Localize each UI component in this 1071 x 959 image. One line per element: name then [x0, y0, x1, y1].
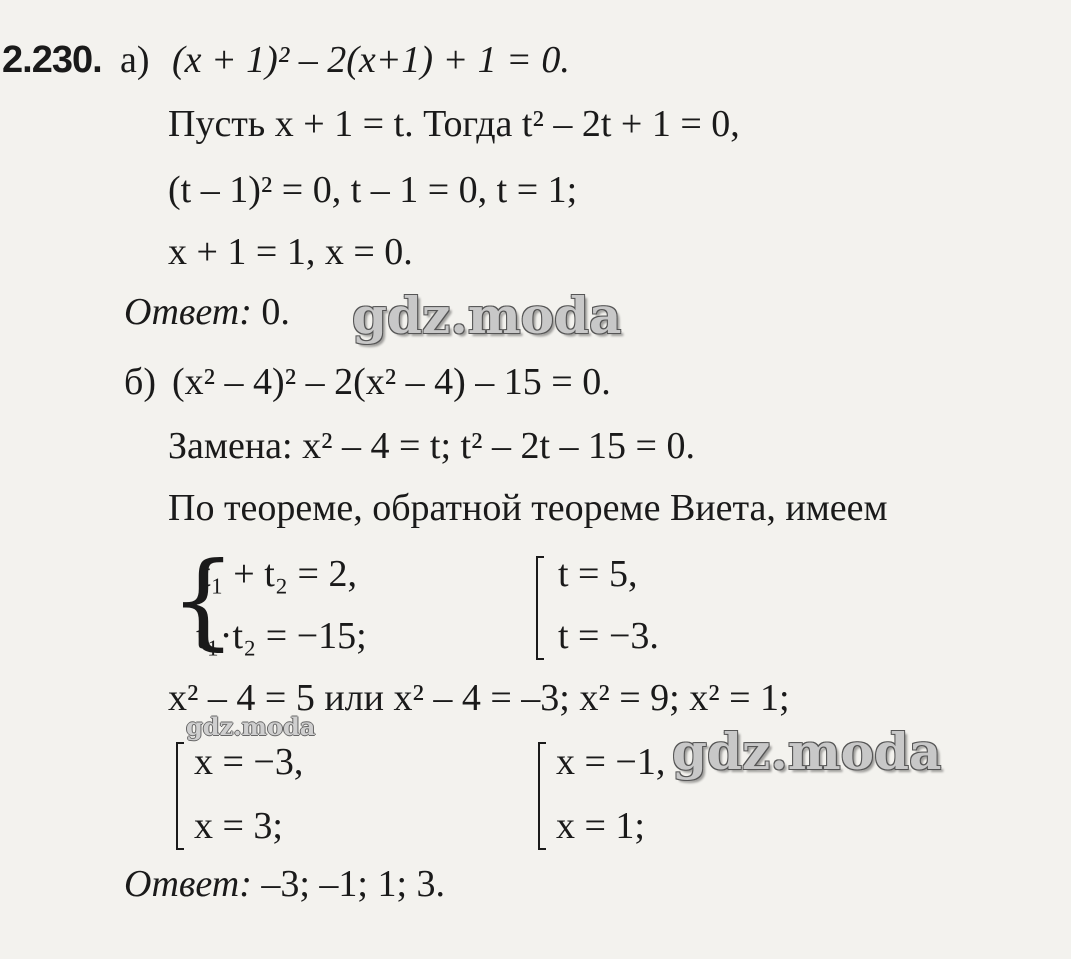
problem-number: 2.230.: [2, 39, 102, 81]
set2-bracket-icon: [538, 742, 546, 850]
part-b-answer-label: Ответ:: [124, 863, 252, 905]
part-a-factorization: (t – 1)² = 0, t – 1 = 0, t = 1;: [168, 169, 578, 211]
watermark-small: gdz.moda: [186, 712, 316, 741]
part-b-substitution: Замена: x² – 4 = t; t² – 2t – 15 = 0.: [168, 425, 695, 467]
watermark-main: gdz.moda: [352, 286, 622, 345]
set1-row2: x = 3;: [194, 805, 283, 847]
set1-bracket-icon: [176, 742, 184, 850]
part-b-vieta-text: По теореме, обратной теореме Виета, имеем: [168, 487, 888, 529]
set2-row1: x = −1,: [556, 741, 666, 783]
part-a-answer-value: 0.: [261, 291, 290, 333]
watermark-right: gdz.moda: [672, 722, 942, 781]
part-b-answer: [124, 862, 445, 906]
part-a-answer: [124, 290, 290, 334]
set-bracket-icon: [536, 556, 544, 660]
system1-row2: t₁·t₂ = −15;: [196, 615, 367, 657]
system2-row1: t = 5,: [558, 553, 638, 595]
part-b-answer-value: –3; –1; 1; 3.: [261, 863, 446, 905]
system2-row2: t = −3.: [558, 615, 659, 657]
part-a-solution: x + 1 = 1, x = 0.: [168, 231, 413, 273]
part-a-answer-label: Ответ:: [124, 291, 252, 333]
part-b-label: б): [124, 361, 156, 403]
part-a-substitution: Пусть x + 1 = t. Тогда t² – 2t + 1 = 0,: [168, 103, 740, 145]
part-a-equation: [172, 38, 570, 82]
part-b-equation: (x² – 4)² – 2(x² – 4) – 15 = 0.: [172, 361, 611, 403]
part-b-cases: x² – 4 = 5 или x² – 4 = –3; x² = 9; x² = 1;: [168, 677, 790, 719]
system1-row1: t₁ + t₂ = 2,: [200, 553, 357, 595]
system-brace-icon: {: [170, 539, 237, 661]
part-a-equation-text: (x + 1)² – 2(x+1) + 1 = 0.: [172, 39, 570, 81]
set2-row2: x = 1;: [556, 805, 645, 847]
set1-row1: x = −3,: [194, 741, 304, 783]
part-a-label: а): [120, 39, 150, 81]
